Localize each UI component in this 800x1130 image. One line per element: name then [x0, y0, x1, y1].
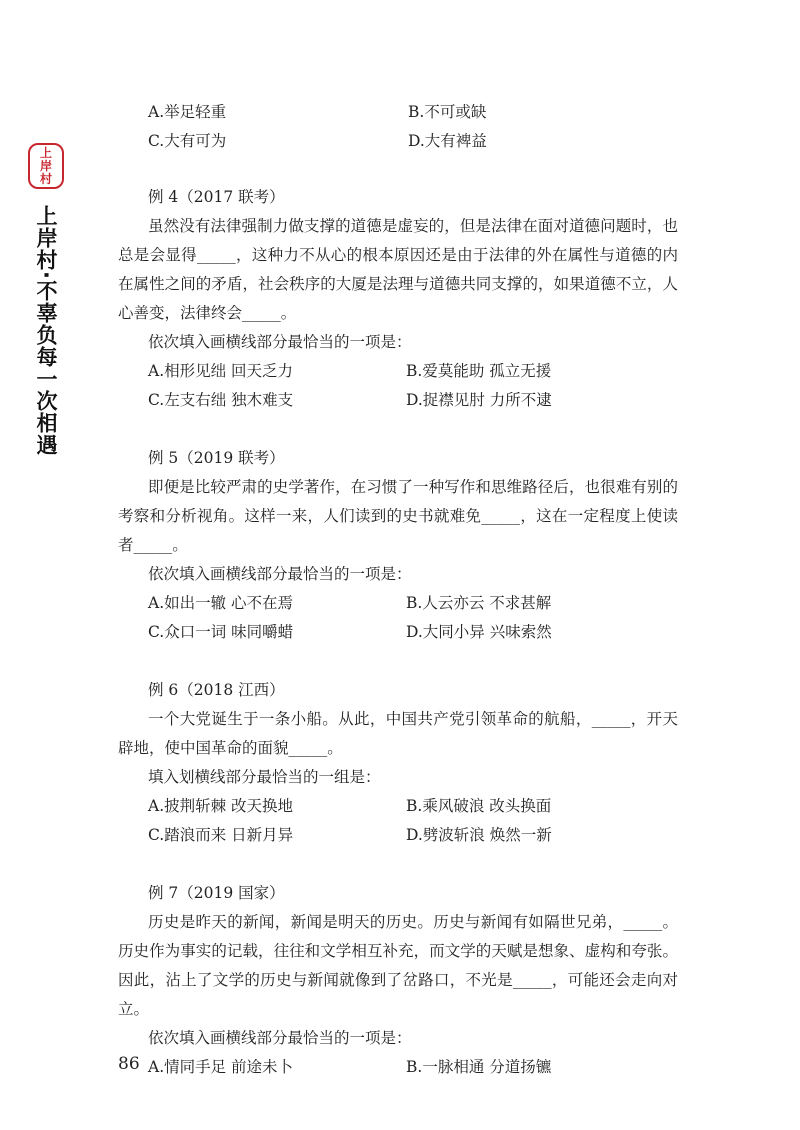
page-number: 86	[118, 1054, 140, 1074]
seal-char: 村	[39, 171, 52, 186]
option: A.相形见绌 回天乏力	[148, 362, 294, 380]
option: B.乘风破浪 改头换面	[406, 797, 552, 815]
option: A.情同手足 前途未卜	[148, 1058, 294, 1076]
question-text: 历史是昨天的新闻，新闻是明天的历史。历史与新闻有如隔世兄弟，_____。历史作为事实的记载，往往和文学相互补充，而文学的天赋是想象、虚构和夸张。因此，沾上了文学的历史与新闻就像到了岔路口，不光是_____，可能还会走向对立。	[118, 913, 678, 1018]
example-heading: 例 7（2019 国家）	[148, 884, 285, 902]
option-row	[118, 386, 678, 415]
page-content	[118, 96, 678, 1082]
option-row	[118, 1053, 678, 1082]
option-row	[118, 357, 678, 386]
option: C.众口一词 味同嚼蜡	[148, 623, 294, 641]
option-row	[118, 618, 678, 647]
seal-char: 岸	[39, 158, 52, 173]
option: B.人云亦云 不求甚解	[406, 594, 552, 612]
example-heading: 例 6（2018 江西）	[148, 681, 285, 699]
question-prompt: 依次填入画横线部分最恰当的一项是：	[148, 565, 412, 583]
option: A.举足轻重	[148, 102, 227, 121]
sidebar	[24, 143, 68, 456]
question-text: 一个大党诞生于一条小船。从此，中国共产党引领革命的航船，_____，开天辟地，使中国革命的面貌_____。	[118, 710, 678, 757]
option: C.左支右绌 独木难支	[148, 391, 294, 409]
example-heading: 例 4（2017 联考）	[148, 188, 285, 206]
seal-logo	[28, 143, 64, 189]
option: D.捉襟见肘 力所不逮	[406, 391, 552, 409]
seal-char: 上	[39, 145, 52, 160]
option: B.爱莫能助 孤立无援	[406, 362, 552, 380]
question-prompt: 依次填入画横线部分最恰当的一项是：	[148, 333, 412, 351]
option: A.如出一辙 心不在焉	[148, 594, 294, 612]
option-row	[118, 96, 678, 125]
option: D.大同小异 兴味索然	[406, 623, 552, 641]
option-row	[118, 589, 678, 618]
question-prompt: 填入划横线部分最恰当的一组是：	[148, 768, 381, 786]
option: D.大有裨益	[408, 131, 487, 150]
option: B.不可或缺	[408, 102, 487, 121]
option: C.踏浪而来 日新月异	[148, 826, 294, 844]
option: A.披荆斩棘 改天换地	[148, 797, 294, 815]
option-row	[118, 792, 678, 821]
option: C.大有可为	[148, 131, 227, 150]
option: B.一脉相通 分道扬镳	[406, 1058, 552, 1076]
option-row	[118, 125, 678, 154]
question-text: 虽然没有法律强制力做支撑的道德是虚妄的，但是法律在面对道德问题时，也总是会显得_____，这种力不从心的根本原因还是由于法律的外在属性与道德的内在属性之间的矛盾，社会秩序的大厦是法理与道德共同支撑的，如果道德不立，人心善变，法律终会_____。	[118, 217, 678, 322]
example-heading: 例 5（2019 联考）	[148, 449, 285, 467]
option: D.劈波斩浪 焕然一新	[406, 826, 552, 844]
sidebar-slogan: 上岸村·不辜负每一次相遇	[34, 205, 58, 456]
question-prompt: 依次填入画横线部分最恰当的一项是：	[148, 1029, 412, 1047]
question-text: 即便是比较严肃的史学著作，在习惯了一种写作和思维路径后，也很难有别的考察和分析视角。这样一来，人们读到的史书就难免_____，这在一定程度上使读者_____。	[118, 478, 678, 554]
option-row	[118, 821, 678, 850]
